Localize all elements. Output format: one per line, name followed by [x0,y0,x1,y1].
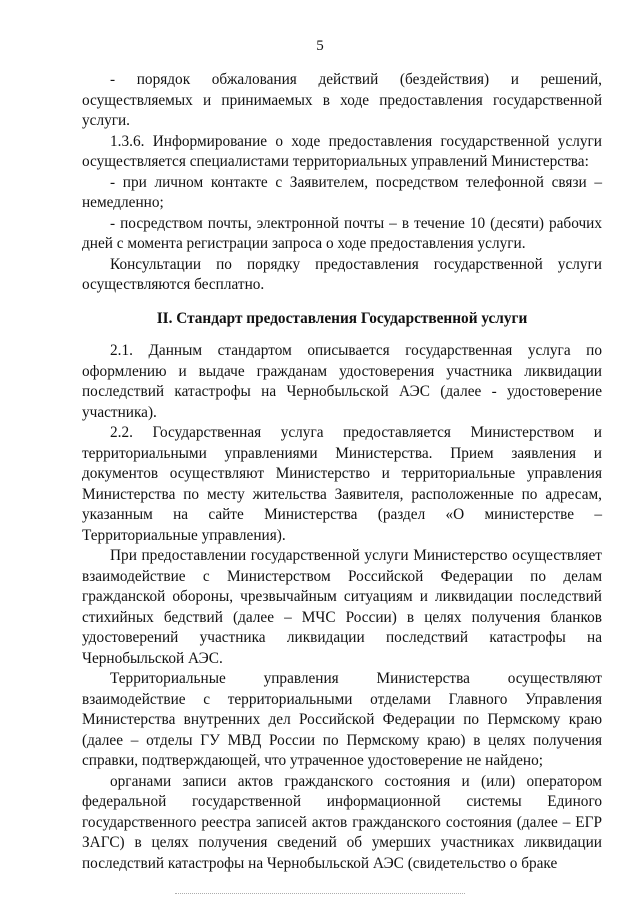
paragraph-appeal-procedure: - порядок обжалования действий (бездействия) и решений, осуществляемых и принимаемых в ходе предоставления государственной услуги. [82,71,602,129]
paragraph-free-consultations: Консультации по порядку предоставления государственной услуги осуществляются бесплатно. [82,255,602,293]
paragraph-interaction-mchs: При предоставлении государственной услуги Министерство осуществляет взаимодействие с Министерством Российской Федерации по делам гражданской обороны, чрезвычайным ситуациям и ликвидации последствий стихийных бедствий (далее – МЧС России) в целях получения бланков удостоверений участника ликвидации последствий катастрофы на Чернобыльской АЭС. [82,547,602,667]
paragraph-mail-contact: - посредством почты, электронной почты – в течение 10 (десяти) рабочих дней с момента регистрации запроса о ходе предоставления услуги. [82,214,602,252]
section-heading: II. Стандарт предоставления Государственной услуги [156,309,528,327]
paragraph-informing-progress: 1.3.6. Информирование о ходе предоставления государственной услуги осуществляется специалистами территориальных управлений Министерства: [82,132,602,170]
paragraph-interaction-mvd: Территориальные управления Министерства осуществляют взаимодействие с территориальными отделами Главного Управления Министерства внутренних дел Российской Федерации по Пермскому краю (далее – отделы ГУ МВД России по Пермскому краю) в целях получения справки, подтверждающей, что утраченное удостоверение не найдено; [82,670,602,769]
page-number: 5 [316,38,324,54]
page-bottom-divider [175,893,465,894]
paragraph-personal-contact: - при личном контакте с Заявителем, посредством телефонной связи – немедленно; [82,173,602,211]
document-body [82,70,602,874]
paragraph-2-2: 2.2. Государственная услуга предоставляется Министерством и территориальными управлениями Министерства. Прием заявления и документов осуществляют Министерство и территориальные управления Министерства по месту жительства Заявителя, расположенные по адресам, указанным на сайте Министерства (раздел «О министерстве – Территориальные управления). [82,424,602,544]
paragraph-interaction-zags: органами записи актов гражданского состояния и (или) оператором федеральной государственной информационной системы Единого государственного реестра записей актов гражданского состояния (далее – ЕГР ЗАГС) в целях получения сведений об умерших участниках ликвидации последствий катастрофы на Чернобыльской АЭС (свидетельство о браке [82,772,602,872]
paragraph-2-1: 2.1. Данным стандартом описывается государственная услуга по оформлению и выдаче гражданам удостоверения участника ликвидации последствий катастрофы на Чернобыльской АЭС (далее - удостоверение участника). [82,342,602,421]
